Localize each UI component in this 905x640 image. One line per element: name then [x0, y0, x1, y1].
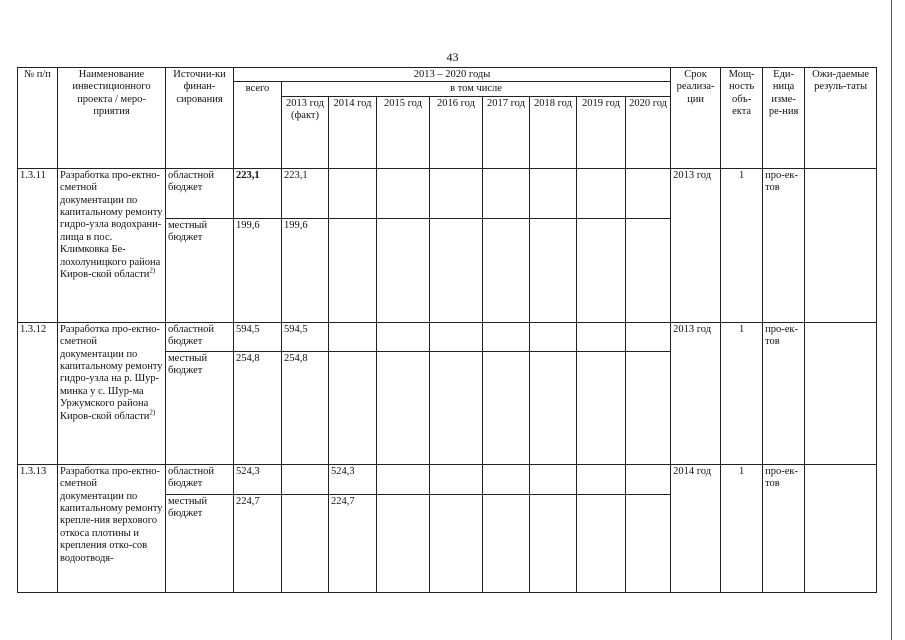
header-year-2015: 2015 год — [377, 96, 430, 168]
source-2014 — [329, 218, 377, 322]
row-unit: про-ек-тов — [763, 168, 805, 322]
header-num: № п/п — [18, 68, 58, 169]
header-name: Наименование инвестиционного проекта / меро-приятия — [58, 68, 166, 169]
source-2014 — [329, 322, 377, 351]
row-id: 1.3.11 — [18, 168, 58, 322]
source-total: 223,1 — [234, 168, 282, 218]
source-2013: 199,6 — [282, 218, 329, 322]
source-label: областной бюджет — [166, 464, 234, 494]
header-year-2017: 2017 год — [483, 96, 530, 168]
source-label: областной бюджет — [166, 168, 234, 218]
header-year-2020: 2020 год — [626, 96, 671, 168]
row-unit: про-ек-тов — [763, 322, 805, 464]
row-name: Разработка про-ектно-сметной документации по капитальному ремонту гидро-узла водохрани-лища в пос. Климковка Бе-лохолуницкого района Киров-ской области$^{2)}$ — [58, 168, 166, 322]
header-incl: в том числе — [282, 82, 671, 96]
row-capacity: 1 — [721, 168, 763, 322]
source-total: 224,7 — [234, 494, 282, 592]
source-2014: 224,7 — [329, 494, 377, 592]
table-row — [18, 464, 877, 494]
source-total: 199,6 — [234, 218, 282, 322]
row-unit: про-ек-тов — [763, 464, 805, 592]
header-year-2014: 2014 год — [329, 96, 377, 168]
source-total: 524,3 — [234, 464, 282, 494]
row-capacity: 1 — [721, 322, 763, 464]
header-year-2016: 2016 год — [430, 96, 483, 168]
source-2014 — [329, 351, 377, 464]
header-term: Срок реализа-ции — [671, 68, 721, 169]
source-2013: 254,8 — [282, 351, 329, 464]
source-2014 — [329, 168, 377, 218]
source-2013 — [282, 494, 329, 592]
source-2014: 524,3 — [329, 464, 377, 494]
row-term: 2013 год — [671, 322, 721, 464]
header-year-2019: 2019 год — [577, 96, 626, 168]
header-year-2018: 2018 год — [530, 96, 577, 168]
row-name: Разработка про-ектно-сметной документации по капитальному ремонту гидро-узла на р. Шур-минка у с. Шур-ма Уржумского района Киров-ской области$^{2)}$ — [58, 322, 166, 464]
header-period: 2013 – 2020 годы — [234, 68, 671, 82]
row-capacity: 1 — [721, 464, 763, 592]
source-label: местный бюджет — [166, 218, 234, 322]
source-label: областной бюджет — [166, 322, 234, 351]
source-2013 — [282, 464, 329, 494]
scan-edge-line — [891, 0, 892, 640]
header-unit: Еди-ница изме-ре-ния — [763, 68, 805, 169]
source-label: местный бюджет — [166, 351, 234, 464]
header-total: всего — [234, 82, 282, 168]
row-name: Разработка про-ектно-сметной документации по капитальному ремонту крепле-ния верхового откоса плотины и крепления отко-сов водоотводя- — [58, 464, 166, 592]
row-id: 1.3.13 — [18, 464, 58, 592]
source-total: 254,8 — [234, 351, 282, 464]
source-2013: 594,5 — [282, 322, 329, 351]
page-number: 43 — [446, 50, 459, 64]
source-2013: 223,1 — [282, 168, 329, 218]
header-sources: Источни-ки финан-сирования — [166, 68, 234, 169]
investment-table — [17, 67, 877, 593]
header-capacity: Мощ-ность объ-екта — [721, 68, 763, 169]
row-id: 1.3.12 — [18, 322, 58, 464]
source-total: 594,5 — [234, 322, 282, 351]
table-row — [18, 322, 877, 351]
row-term: 2014 год — [671, 464, 721, 592]
header-year-2013: 2013 год (факт) — [282, 96, 329, 168]
table-row — [18, 168, 877, 218]
header-results: Ожи-даемые резуль-таты — [805, 68, 877, 169]
row-term: 2013 год — [671, 168, 721, 322]
source-label: местный бюджет — [166, 494, 234, 592]
